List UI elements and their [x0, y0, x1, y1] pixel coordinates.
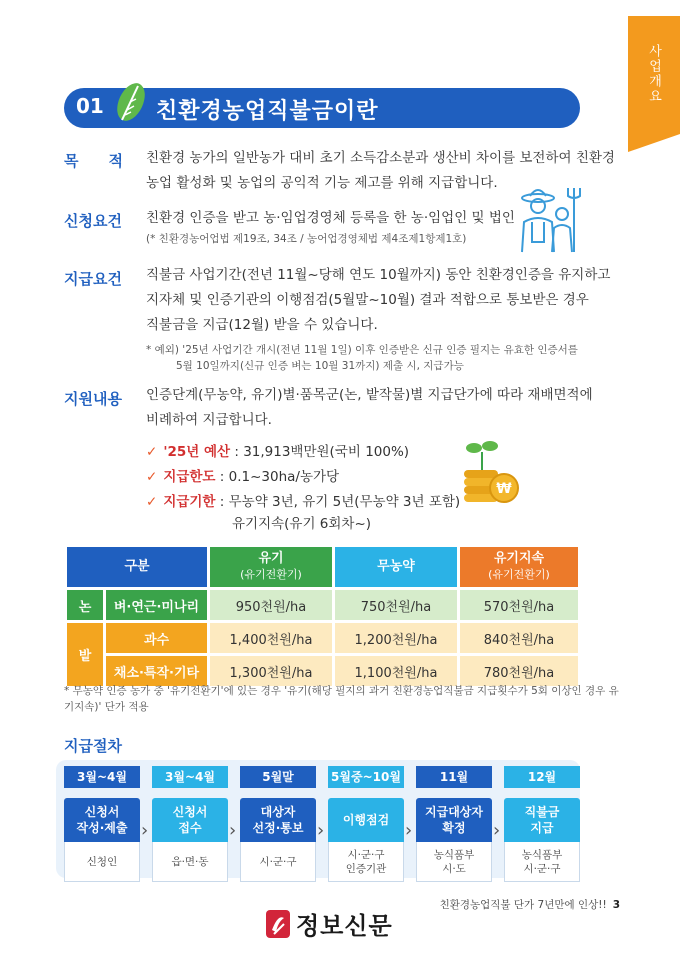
step-month: 12월 [504, 766, 580, 788]
process-step [416, 766, 492, 882]
step-action-line: 작성·제출 [76, 821, 128, 835]
step-responsible-line: 시·군·구 [347, 848, 385, 861]
table-row [67, 656, 578, 686]
page-footer [440, 897, 620, 912]
table-header-organic-cont [460, 547, 578, 587]
step-month: 5월중~10월 [328, 766, 404, 788]
step-responsible [504, 842, 580, 882]
chevron-right-icon: › [493, 820, 501, 841]
step-action-line: 이행점검 [342, 813, 390, 827]
step-responsible [64, 842, 140, 882]
step-month: 5월말 [240, 766, 316, 788]
row-crop: 과수 [106, 623, 207, 653]
step-action-line: 접수 [178, 821, 202, 835]
eligibility-text [146, 206, 515, 247]
purpose-line: 친환경 농가의 일반농가 대비 초기 소득감소분과 생산비 차이를 보전하여 친환경 [146, 150, 615, 166]
side-tab-label: 사업개요 [646, 44, 661, 104]
process-title: 지급절차 [64, 737, 122, 755]
eligibility-note: (* 친환경농어업법 제19조, 34조 / 농어업경영체법 제4조제1항제1호) [146, 233, 467, 245]
cell-cont: 780천원/ha [460, 656, 578, 686]
step-action-line: 확정 [442, 821, 466, 835]
check-period [146, 490, 460, 510]
cell-cont: 570천원/ha [460, 590, 578, 620]
step-action [328, 798, 404, 842]
cont-title: 유기지속 [493, 551, 545, 566]
step-month: 3월~4월 [64, 766, 140, 788]
payment-req-label: 지급요건 [64, 270, 122, 288]
check-value: : 31,913백만원(국비 100%) [230, 444, 410, 460]
support-label: 지원내용 [64, 390, 122, 408]
step-responsible-line: 농식품부 [433, 848, 475, 861]
step-action [504, 798, 580, 842]
table-row [67, 623, 578, 653]
cont-sub: (유기전환기) [488, 568, 550, 581]
step-action [416, 798, 492, 842]
chevron-right-icon: › [317, 820, 325, 841]
page-number: 3 [612, 899, 620, 911]
check-budget [146, 440, 409, 460]
leaf-icon [108, 80, 154, 126]
purpose-line: 농업 활성화 및 농업의 공익적 기능 제고를 위해 지급합니다. [146, 175, 498, 191]
logo-text: 정보신문 [296, 911, 393, 940]
payment-req-note: * 예외) '25년 사업기간 개시(전년 11월 1일) 이후 인증받은 신규 인증 필지는 유효한 인증서를 [146, 344, 578, 356]
process-step [504, 766, 580, 882]
table-header-organic [210, 547, 332, 587]
step-responsible [328, 842, 404, 882]
cell-organic: 1,400천원/ha [210, 623, 332, 653]
check-limit [146, 465, 339, 485]
footer-text: 친환경농업직불 단가 7년만에 인상!! [439, 899, 607, 911]
process-step [240, 766, 316, 882]
step-action-line: 신청서 [84, 805, 120, 819]
step-responsible-line: 인증기관 [345, 862, 387, 875]
table-header-pesticide-free: 무농약 [335, 547, 457, 587]
section-title-bar [64, 88, 580, 128]
check-key: 지급한도 [163, 469, 216, 485]
process-step [152, 766, 228, 882]
step-responsible-line: 시·도 [442, 862, 466, 875]
cell-organic: 950천원/ha [210, 590, 332, 620]
table-footnote: * 무농약 인증 농가 중 '유기전환기'에 있는 경우 '유기(해당 필지의 과거 친환경농업직불금 지급횟수가 5회 이상인 경우 유기지속)' 단가 적용 [64, 685, 619, 713]
step-action-line: 직불금 [524, 805, 560, 819]
page-title: 친환경농업직불금이란 [156, 99, 379, 124]
section-number: 01 [76, 94, 104, 118]
cell-pesticide-free: 750천원/ha [335, 590, 457, 620]
step-responsible-line: 농식품부 [521, 848, 563, 861]
payment-req-line: 직불금 사업기간(전년 11월~당해 연도 10월까지) 동안 친환경인증을 유지하고 [146, 267, 611, 283]
row-group-paddy: 논 [67, 590, 103, 620]
coin-sprout-illustration [458, 436, 522, 506]
purpose-label: 목 적 [64, 152, 123, 170]
support-line: 인증단계(무농약, 유기)별·품목군(논, 밭작물)별 지급단가에 따라 재배면적에 [146, 387, 593, 403]
check-icon: ✓ [146, 469, 158, 485]
table-row [67, 590, 578, 620]
eligibility-line: 친환경 인증을 받고 농·임업경영체 등록을 한 농·임업인 및 법인 [146, 210, 515, 226]
payment-req-text [146, 263, 610, 374]
step-responsible [416, 842, 492, 882]
step-action [240, 798, 316, 842]
process-step [64, 766, 140, 882]
support-text [146, 383, 593, 433]
step-action-line: 지급대상자 [425, 805, 483, 819]
step-action-line: 지급 [530, 821, 554, 835]
row-crop: 채소·특작·기타 [106, 656, 207, 686]
payment-req-note: 5월 10일까지(신규 인증 벼는 10월 31까지) 제출 시, 지급가능 [176, 360, 464, 372]
step-month: 11월 [416, 766, 492, 788]
svg-text:₩: ₩ [496, 481, 512, 497]
step-action [64, 798, 140, 842]
step-responsible-line: 신청인 [86, 855, 118, 868]
cell-cont: 840천원/ha [460, 623, 578, 653]
payment-rate-table [64, 544, 581, 689]
section-side-tab [628, 16, 680, 134]
step-responsible-line: 시·군·구 [259, 855, 297, 868]
check-icon: ✓ [146, 444, 158, 460]
step-action-line: 대상자 [260, 805, 296, 819]
check-icon: ✓ [146, 494, 158, 510]
check-key: '25년 예산 [163, 444, 231, 460]
farmer-illustration [508, 182, 588, 254]
step-responsible [152, 842, 228, 882]
cell-pesticide-free: 1,200천원/ha [335, 623, 457, 653]
chevron-right-icon: › [141, 820, 149, 841]
eligibility-label: 신청요건 [64, 212, 122, 230]
step-action-line: 신청서 [172, 805, 208, 819]
process-step [328, 766, 404, 882]
payment-req-line: 지자체 및 인증기관의 이행점검(5월말~10월) 결과 적합으로 통보받은 경우 [146, 292, 589, 308]
cell-organic: 1,300천원/ha [210, 656, 332, 686]
row-crop: 벼·연근·미나리 [106, 590, 207, 620]
row-group-field: 밭 [67, 623, 103, 686]
chevron-right-icon: › [405, 820, 413, 841]
organic-sub: (유기전환기) [240, 568, 302, 581]
step-responsible-line: 시·군·구 [523, 862, 561, 875]
check-key: 지급기한 [163, 494, 216, 510]
cell-pesticide-free: 1,100천원/ha [335, 656, 457, 686]
check-period-cont: 유기지속(유기 6회차~) [232, 516, 372, 532]
step-action-line: 선정·통보 [252, 821, 304, 835]
check-value: : 무농약 3년, 유기 5년(무농약 3년 포함) [215, 494, 461, 510]
chevron-right-icon: › [229, 820, 237, 841]
support-line: 비례하여 지급합니다. [146, 412, 272, 428]
step-action [152, 798, 228, 842]
step-month: 3월~4월 [152, 766, 228, 788]
organic-title: 유기 [258, 551, 284, 566]
logo-mark-icon [266, 910, 290, 938]
payment-req-line: 직불금을 지급(12월) 받을 수 있습니다. [146, 317, 378, 333]
step-responsible [240, 842, 316, 882]
table-header-category: 구분 [67, 547, 207, 587]
check-value: : 0.1~30ha/농가당 [215, 469, 340, 485]
step-responsible-line: 읍·면·동 [171, 855, 209, 868]
publisher-logo [266, 906, 393, 941]
